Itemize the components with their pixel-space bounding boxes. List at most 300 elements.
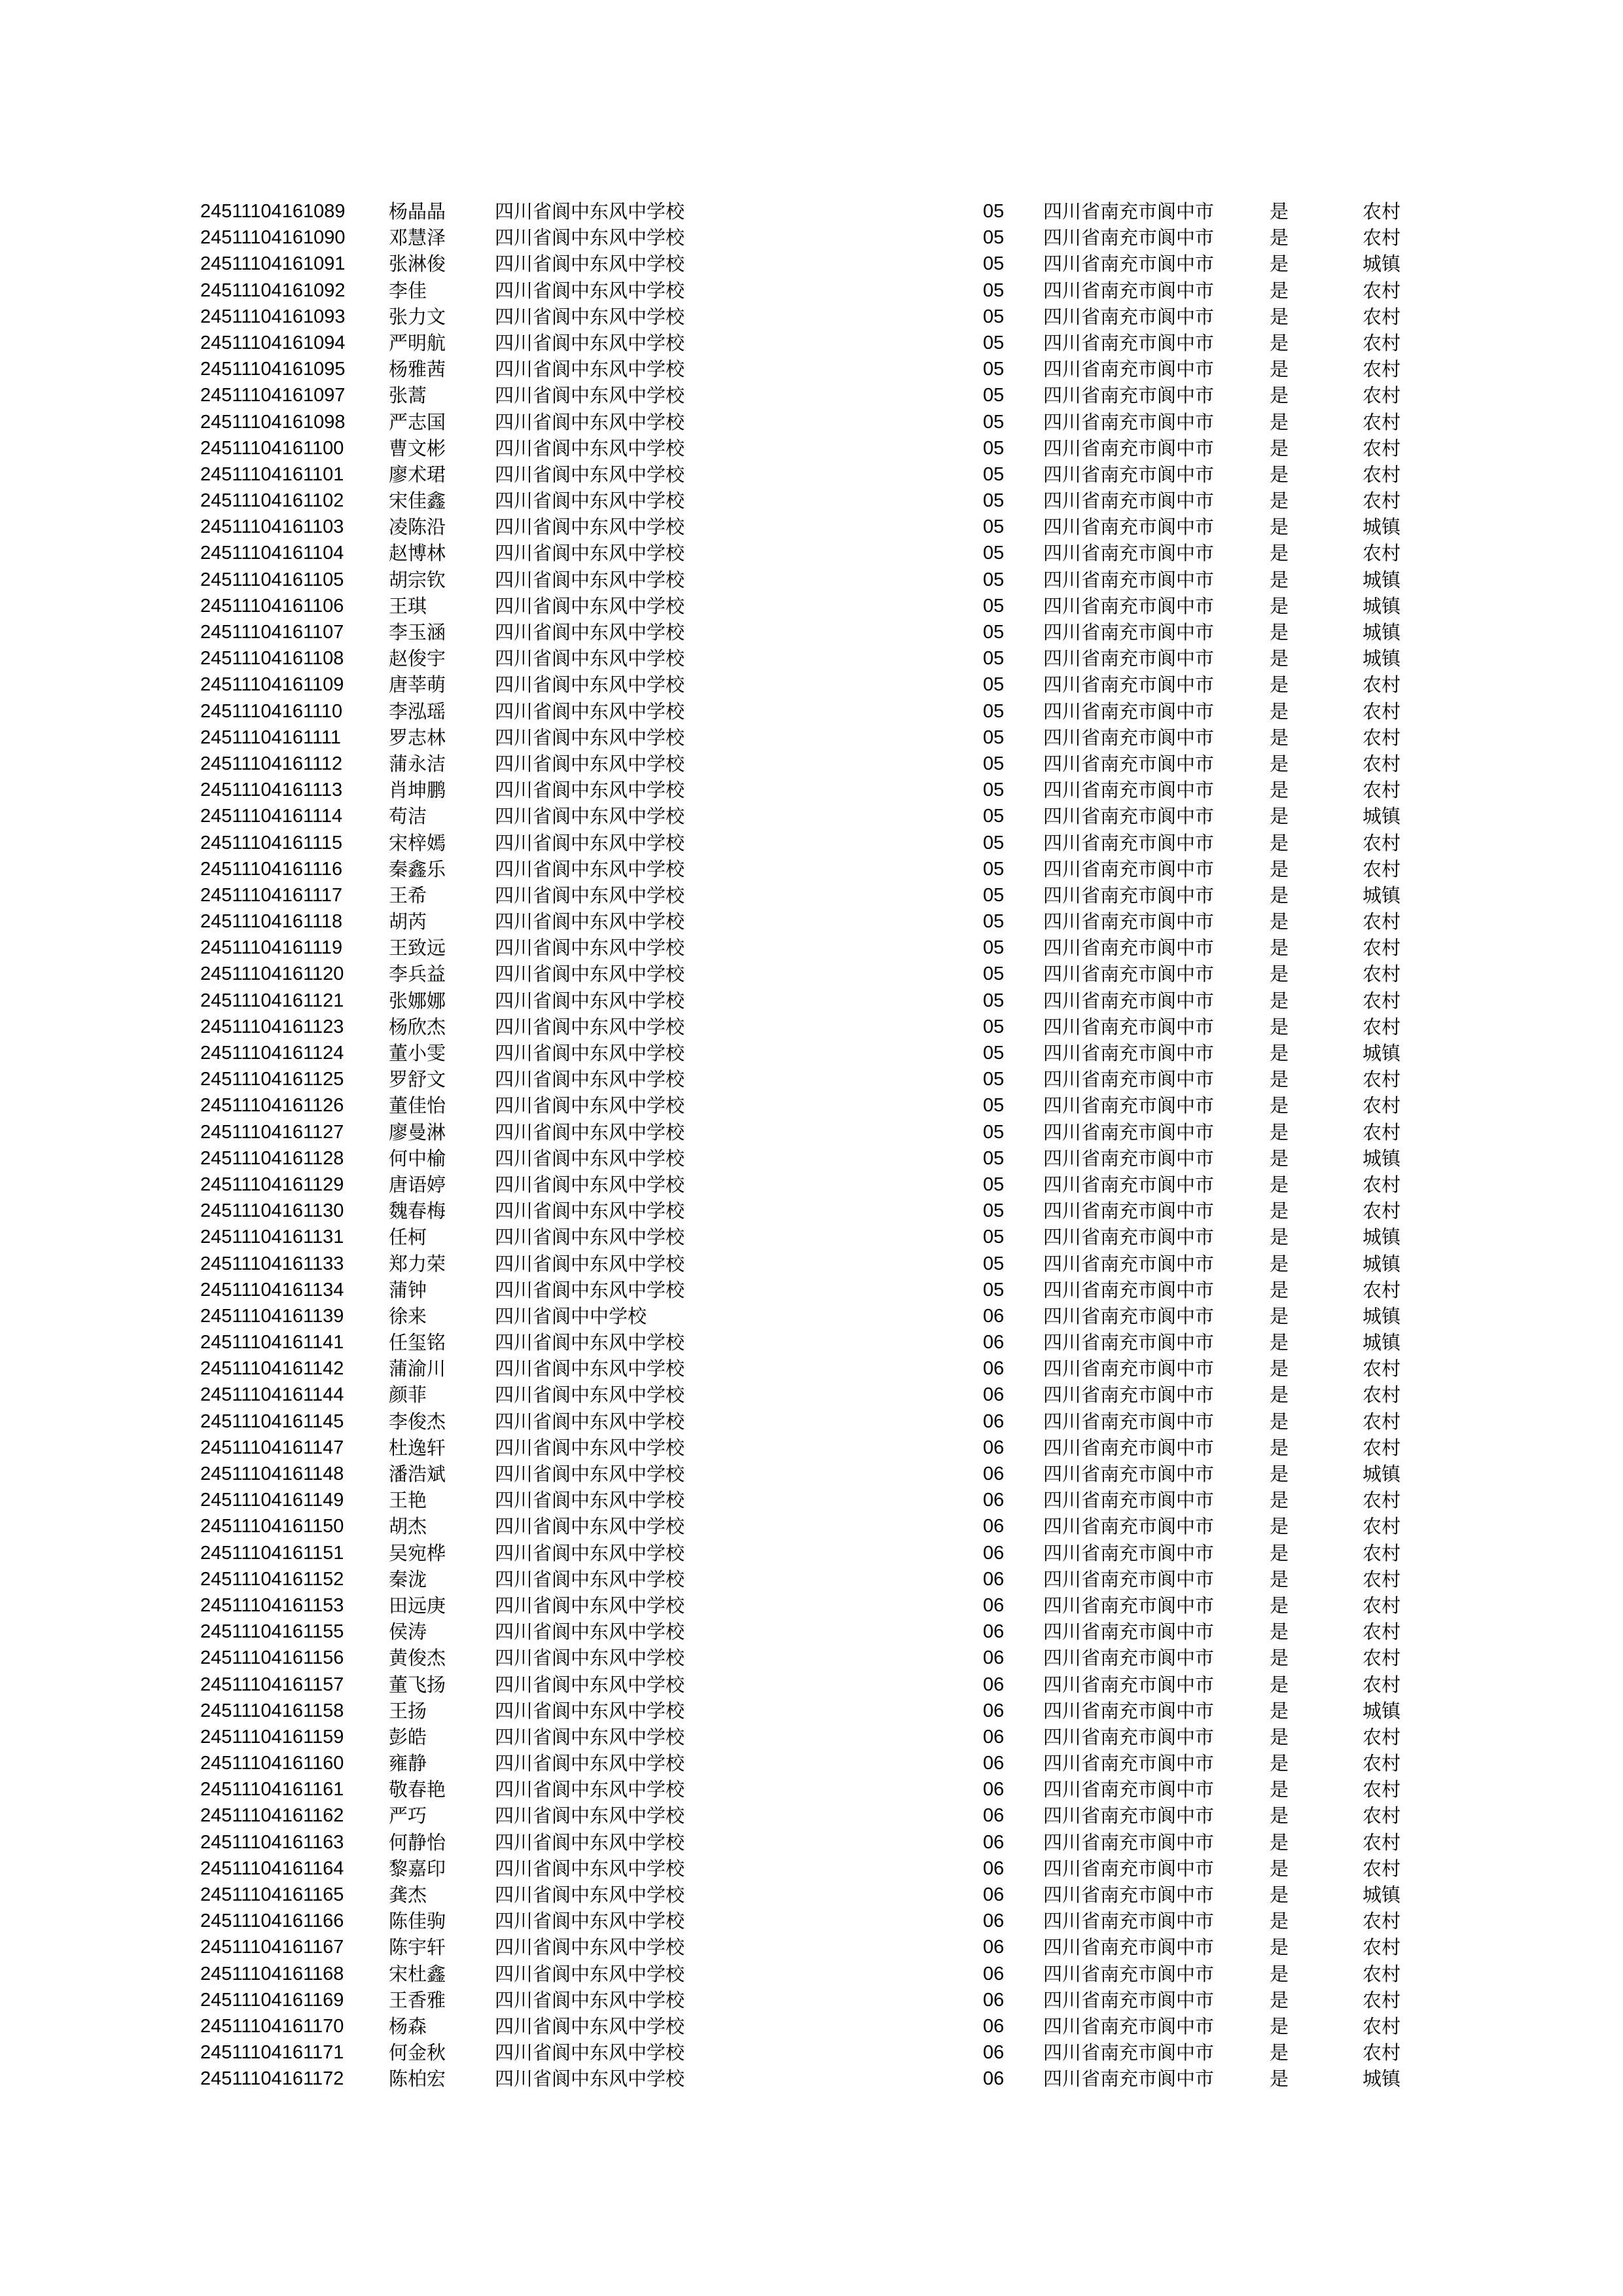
region: 四川省南充市阆中市 [1043, 1015, 1215, 1038]
student-id: 24511104161097 [200, 385, 346, 406]
area-type: 农村 [1363, 1962, 1401, 1985]
school-name: 四川省阆中东风中学校 [495, 1384, 685, 1407]
class-code: 05 [983, 279, 1005, 301]
area-type: 农村 [1363, 673, 1401, 696]
region: 四川省南充市阆中市 [1043, 700, 1215, 723]
school-name: 四川省阆中东风中学校 [495, 1752, 685, 1775]
region: 四川省南充市阆中市 [1043, 226, 1215, 249]
table-row [0, 2039, 1623, 2066]
table-row [0, 278, 1623, 304]
table-row [0, 1014, 1623, 1040]
flag: 是 [1270, 884, 1289, 906]
region: 四川省南充市阆中市 [1043, 1304, 1215, 1327]
table-row [0, 1224, 1623, 1250]
table-row [0, 251, 1623, 277]
student-id: 24511104161152 [200, 1568, 344, 1590]
student-name: 王致远 [389, 937, 446, 960]
student-name: 王扬 [389, 1699, 427, 1722]
student-id: 24511104161142 [200, 1358, 344, 1380]
student-name: 凌陈沿 [389, 516, 446, 539]
class-code: 05 [983, 806, 1005, 827]
class-code: 06 [983, 2068, 1005, 2090]
flag: 是 [1270, 1173, 1289, 1196]
class-code: 05 [983, 700, 1005, 722]
class-code: 05 [983, 674, 1005, 696]
region: 四川省南充市阆中市 [1043, 1936, 1215, 1959]
area-type: 农村 [1363, 1621, 1401, 1643]
student-id: 24511104161162 [200, 1805, 344, 1827]
student-name: 严明航 [389, 331, 446, 354]
class-code: 06 [983, 1463, 1005, 1484]
school-name: 四川省阆中东风中学校 [495, 1621, 685, 1643]
school-name: 四川省阆中东风中学校 [495, 1278, 685, 1301]
region: 四川省南充市阆中市 [1043, 594, 1215, 617]
student-id: 24511104161101 [200, 463, 344, 485]
school-name: 四川省阆中东风中学校 [495, 647, 685, 670]
region: 四川省南充市阆中市 [1043, 1331, 1215, 1354]
flag: 是 [1270, 1463, 1289, 1485]
class-code: 05 [983, 543, 1005, 564]
student-name: 董佳怡 [389, 1094, 446, 1117]
region: 四川省南充市阆中市 [1043, 1121, 1215, 1143]
class-code: 05 [983, 1227, 1005, 1248]
class-code: 06 [983, 1437, 1005, 1458]
table-row [0, 461, 1623, 488]
student-id: 24511104161149 [200, 1490, 344, 1511]
area-type: 农村 [1363, 1647, 1401, 1670]
flag: 是 [1270, 1541, 1289, 1564]
class-code: 06 [983, 1805, 1005, 1827]
flag: 是 [1270, 989, 1289, 1012]
region: 四川省南充市阆中市 [1043, 1541, 1215, 1564]
class-code: 06 [983, 1542, 1005, 1564]
table-row [0, 882, 1623, 908]
student-list [0, 198, 1623, 2092]
student-name: 龚杰 [389, 1884, 427, 1906]
area-type: 城镇 [1363, 253, 1401, 276]
student-id: 24511104161166 [200, 1910, 344, 1932]
flag: 是 [1270, 1121, 1289, 1143]
region: 四川省南充市阆中市 [1043, 305, 1215, 328]
school-name: 四川省阆中东风中学校 [495, 937, 685, 960]
student-name: 彭皓 [389, 1725, 427, 1748]
student-name: 董小雯 [389, 1042, 446, 1064]
student-name: 黎嘉印 [389, 1857, 446, 1880]
region: 四川省南充市阆中市 [1043, 910, 1215, 933]
school-name: 四川省阆中东风中学校 [495, 305, 685, 328]
flag: 是 [1270, 1147, 1289, 1170]
student-id: 24511104161168 [200, 1963, 344, 1984]
student-name: 魏春梅 [389, 1200, 446, 1223]
region: 四川省南充市阆中市 [1043, 1857, 1215, 1880]
student-id: 24511104161104 [200, 543, 344, 564]
region: 四川省南充市阆中市 [1043, 331, 1215, 354]
flag: 是 [1270, 1094, 1289, 1117]
flag: 是 [1270, 1884, 1289, 1906]
table-row [0, 1408, 1623, 1435]
region: 四川省南充市阆中市 [1043, 358, 1215, 381]
student-name: 吴宛桦 [389, 1541, 446, 1564]
area-type: 农村 [1363, 226, 1401, 249]
student-id: 24511104161139 [200, 1305, 344, 1327]
region: 四川省南充市阆中市 [1043, 253, 1215, 276]
flag: 是 [1270, 568, 1289, 591]
student-id: 24511104161151 [200, 1542, 344, 1564]
student-name: 董飞扬 [389, 1673, 446, 1696]
area-type: 农村 [1363, 384, 1401, 407]
flag: 是 [1270, 2068, 1289, 2090]
student-id: 24511104161117 [200, 884, 343, 906]
student-id: 24511104161123 [200, 1016, 344, 1037]
region: 四川省南充市阆中市 [1043, 1384, 1215, 1407]
area-type: 农村 [1363, 1568, 1401, 1590]
student-name: 廖曼淋 [389, 1121, 446, 1143]
table-row [0, 304, 1623, 330]
flag: 是 [1270, 516, 1289, 539]
flag: 是 [1270, 1331, 1289, 1354]
school-name: 四川省阆中东风中学校 [495, 279, 685, 302]
student-id: 24511104161164 [200, 1857, 344, 1879]
student-id: 24511104161148 [200, 1463, 344, 1484]
flag: 是 [1270, 1226, 1289, 1249]
region: 四川省南充市阆中市 [1043, 1515, 1215, 1538]
class-code: 05 [983, 253, 1005, 275]
area-type: 农村 [1363, 2041, 1401, 2064]
student-name: 陈宇轩 [389, 1936, 446, 1959]
flag: 是 [1270, 1515, 1289, 1538]
class-code: 05 [983, 622, 1005, 643]
flag: 是 [1270, 200, 1289, 223]
school-name: 四川省阆中东风中学校 [495, 1568, 685, 1590]
school-name: 四川省阆中东风中学校 [495, 857, 685, 880]
region: 四川省南充市阆中市 [1043, 1094, 1215, 1117]
class-code: 05 [983, 911, 1005, 933]
student-name: 张力文 [389, 305, 446, 328]
flag: 是 [1270, 726, 1289, 749]
region: 四川省南充市阆中市 [1043, 884, 1215, 906]
student-id: 24511104161120 [200, 963, 344, 985]
student-id: 24511104161124 [200, 1043, 344, 1064]
area-type: 农村 [1363, 1173, 1401, 1196]
school-name: 四川省阆中东风中学校 [495, 226, 685, 249]
student-name: 邓慧泽 [389, 226, 446, 249]
region: 四川省南充市阆中市 [1043, 1042, 1215, 1064]
class-code: 05 [983, 832, 1005, 853]
area-type: 农村 [1363, 831, 1401, 854]
student-name: 王香雅 [389, 1988, 446, 2011]
class-code: 06 [983, 1647, 1005, 1669]
student-name: 宋杜鑫 [389, 1962, 446, 1985]
class-code: 05 [983, 1253, 1005, 1274]
table-row [0, 830, 1623, 856]
school-name: 四川省阆中东风中学校 [495, 779, 685, 802]
school-name: 四川省阆中东风中学校 [495, 1515, 685, 1538]
school-name: 四川省阆中东风中学校 [495, 1594, 685, 1617]
region: 四川省南充市阆中市 [1043, 1778, 1215, 1801]
region: 四川省南充市阆中市 [1043, 1489, 1215, 1512]
student-name: 胡杰 [389, 1515, 427, 1538]
class-code: 05 [983, 569, 1005, 590]
student-name: 王希 [389, 884, 427, 906]
flag: 是 [1270, 410, 1289, 433]
region: 四川省南充市阆中市 [1043, 2068, 1215, 2090]
area-type: 农村 [1363, 700, 1401, 723]
class-code: 06 [983, 1568, 1005, 1590]
school-name: 四川省阆中东风中学校 [495, 1831, 685, 1854]
student-id: 24511104161119 [200, 937, 343, 959]
school-name: 四川省阆中东风中学校 [495, 2068, 685, 2090]
student-id: 24511104161160 [200, 1753, 344, 1774]
area-type: 农村 [1363, 1831, 1401, 1854]
area-type: 农村 [1363, 331, 1401, 354]
region: 四川省南充市阆中市 [1043, 2015, 1215, 2037]
area-type: 农村 [1363, 2015, 1401, 2037]
school-name: 四川省阆中东风中学校 [495, 1699, 685, 1722]
table-row [0, 435, 1623, 461]
area-type: 农村 [1363, 305, 1401, 328]
area-type: 城镇 [1363, 805, 1401, 828]
student-id: 24511104161111 [200, 726, 342, 748]
class-code: 05 [983, 463, 1005, 485]
student-id: 24511104161100 [200, 437, 344, 459]
class-code: 05 [983, 595, 1005, 617]
region: 四川省南充市阆中市 [1043, 1463, 1215, 1485]
flag: 是 [1270, 2041, 1289, 2064]
school-name: 四川省阆中东风中学校 [495, 542, 685, 565]
school-name: 四川省阆中东风中学校 [495, 884, 685, 906]
area-type: 农村 [1363, 963, 1401, 986]
region: 四川省南充市阆中市 [1043, 1910, 1215, 1933]
school-name: 四川省阆中东风中学校 [495, 2041, 685, 2064]
student-id: 24511104161098 [200, 411, 346, 433]
class-code: 05 [983, 490, 1005, 512]
school-name: 四川省阆中东风中学校 [495, 1647, 685, 1670]
table-row [0, 1382, 1623, 1408]
school-name: 四川省阆中东风中学校 [495, 1357, 685, 1380]
student-name: 杜逸轩 [389, 1436, 446, 1459]
student-name: 敬春艳 [389, 1778, 446, 1801]
area-type: 农村 [1363, 1857, 1401, 1880]
flag: 是 [1270, 1699, 1289, 1722]
student-name: 宋佳鑫 [389, 490, 446, 512]
area-type: 农村 [1363, 1673, 1401, 1696]
table-row [0, 1619, 1623, 1645]
school-name: 四川省阆中东风中学校 [495, 1778, 685, 1801]
area-type: 城镇 [1363, 594, 1401, 617]
class-code: 06 [983, 1910, 1005, 1932]
region: 四川省南充市阆中市 [1043, 621, 1215, 643]
flag: 是 [1270, 358, 1289, 381]
region: 四川省南充市阆中市 [1043, 490, 1215, 512]
school-name: 四川省阆中东风中学校 [495, 621, 685, 643]
area-type: 城镇 [1363, 647, 1401, 670]
flag: 是 [1270, 1910, 1289, 1933]
school-name: 四川省阆中东风中学校 [495, 1226, 685, 1249]
school-name: 四川省阆中东风中学校 [495, 1489, 685, 1512]
student-name: 颜菲 [389, 1384, 427, 1407]
table-row [0, 1198, 1623, 1224]
area-type: 城镇 [1363, 1226, 1401, 1249]
table-row [0, 540, 1623, 566]
table-row [0, 1829, 1623, 1856]
area-type: 农村 [1363, 1015, 1401, 1038]
class-code: 05 [983, 359, 1005, 380]
table-row [0, 751, 1623, 777]
area-type: 农村 [1363, 857, 1401, 880]
student-name: 李俊杰 [389, 1410, 446, 1433]
school-name: 四川省阆中东风中学校 [495, 805, 685, 828]
class-code: 05 [983, 1174, 1005, 1195]
student-name: 何静怡 [389, 1831, 446, 1854]
table-row [0, 567, 1623, 593]
student-id: 24511104161133 [200, 1253, 344, 1274]
table-row [0, 1092, 1623, 1119]
student-id: 24511104161094 [200, 332, 346, 353]
area-type: 农村 [1363, 1094, 1401, 1117]
student-id: 24511104161167 [200, 1937, 344, 1958]
school-name: 四川省阆中东风中学校 [495, 1673, 685, 1696]
student-name: 李玉涵 [389, 621, 446, 643]
school-name: 四川省阆中东风中学校 [495, 1015, 685, 1038]
school-name: 四川省阆中中学校 [495, 1304, 647, 1327]
flag: 是 [1270, 1304, 1289, 1327]
flag: 是 [1270, 305, 1289, 328]
student-id: 24511104161118 [200, 911, 343, 933]
class-code: 05 [983, 1069, 1005, 1090]
table-row [0, 1776, 1623, 1803]
region: 四川省南充市阆中市 [1043, 1173, 1215, 1196]
student-name: 杨雅茜 [389, 358, 446, 381]
area-type: 农村 [1363, 1200, 1401, 1223]
student-name: 徐来 [389, 1304, 427, 1327]
student-id: 24511104161159 [200, 1726, 344, 1748]
school-name: 四川省阆中东风中学校 [495, 989, 685, 1012]
region: 四川省南充市阆中市 [1043, 410, 1215, 433]
student-id: 24511104161125 [200, 1069, 344, 1090]
school-name: 四川省阆中东风中学校 [495, 516, 685, 539]
school-name: 四川省阆中东风中学校 [495, 200, 685, 223]
class-code: 06 [983, 1884, 1005, 1905]
class-code: 05 [983, 227, 1005, 249]
flag: 是 [1270, 1647, 1289, 1670]
student-id: 24511104161141 [200, 1332, 344, 1354]
student-id: 24511104161150 [200, 1516, 344, 1537]
school-name: 四川省阆中东风中学校 [495, 1884, 685, 1906]
student-id: 24511104161114 [200, 806, 343, 827]
school-name: 四川省阆中东风中学校 [495, 253, 685, 276]
table-row [0, 1803, 1623, 1829]
class-code: 05 [983, 306, 1005, 327]
area-type: 农村 [1363, 1489, 1401, 1512]
flag: 是 [1270, 226, 1289, 249]
student-name: 陈柏宏 [389, 2068, 446, 2090]
region: 四川省南充市阆中市 [1043, 673, 1215, 696]
class-code: 05 [983, 990, 1005, 1011]
region: 四川省南充市阆中市 [1043, 384, 1215, 407]
class-code: 05 [983, 753, 1005, 774]
student-name: 杨晶晶 [389, 200, 446, 223]
flag: 是 [1270, 937, 1289, 960]
student-id: 24511104161156 [200, 1647, 344, 1669]
table-row [0, 1724, 1623, 1750]
student-id: 24511104161105 [200, 569, 344, 590]
region: 四川省南充市阆中市 [1043, 1147, 1215, 1170]
class-code: 05 [983, 858, 1005, 880]
student-name: 郑力荣 [389, 1252, 446, 1275]
student-id: 24511104161113 [200, 780, 343, 801]
region: 四川省南充市阆中市 [1043, 200, 1215, 223]
student-id: 24511104161129 [200, 1174, 344, 1195]
table-row [0, 198, 1623, 224]
table-row [0, 409, 1623, 435]
region: 四川省南充市阆中市 [1043, 857, 1215, 880]
table-row [0, 1908, 1623, 1934]
student-id: 24511104161171 [200, 2042, 344, 2064]
student-id: 24511104161157 [200, 1674, 344, 1695]
flag: 是 [1270, 2015, 1289, 2037]
area-type: 农村 [1363, 1278, 1401, 1301]
region: 四川省南充市阆中市 [1043, 1962, 1215, 1985]
class-code: 06 [983, 1384, 1005, 1406]
student-id: 24511104161093 [200, 306, 346, 327]
school-name: 四川省阆中东风中学校 [495, 1541, 685, 1564]
flag: 是 [1270, 805, 1289, 828]
school-name: 四川省阆中东风中学校 [495, 358, 685, 381]
area-type: 城镇 [1363, 884, 1401, 906]
class-code: 05 [983, 1016, 1005, 1037]
class-code: 06 [983, 1621, 1005, 1643]
table-row [0, 1540, 1623, 1566]
area-type: 农村 [1363, 279, 1401, 302]
area-type: 城镇 [1363, 1884, 1401, 1906]
region: 四川省南充市阆中市 [1043, 1357, 1215, 1380]
area-type: 农村 [1363, 752, 1401, 775]
table-row [0, 1303, 1623, 1329]
table-row [0, 1119, 1623, 1145]
school-name: 四川省阆中东风中学校 [495, 1252, 685, 1275]
region: 四川省南充市阆中市 [1043, 2041, 1215, 2064]
student-name: 严巧 [389, 1804, 427, 1827]
class-code: 06 [983, 1490, 1005, 1511]
table-row [0, 1882, 1623, 1908]
student-name: 张蒿 [389, 384, 427, 407]
school-name: 四川省阆中东风中学校 [495, 1910, 685, 1933]
school-name: 四川省阆中东风中学校 [495, 1857, 685, 1880]
class-code: 05 [983, 1147, 1005, 1169]
class-code: 06 [983, 1410, 1005, 1432]
table-row [0, 698, 1623, 725]
table-row [0, 1461, 1623, 1487]
area-type: 农村 [1363, 437, 1401, 459]
school-name: 四川省阆中东风中学校 [495, 831, 685, 854]
school-name: 四川省阆中东风中学校 [495, 1331, 685, 1354]
student-id: 24511104161107 [200, 622, 344, 643]
student-id: 24511104161134 [200, 1279, 344, 1300]
area-type: 城镇 [1363, 1463, 1401, 1485]
student-id: 24511104161109 [200, 674, 344, 696]
table-row [0, 1987, 1623, 2013]
table-row [0, 645, 1623, 672]
table-row [0, 224, 1623, 251]
class-code: 05 [983, 937, 1005, 959]
table-row [0, 1961, 1623, 1987]
class-code: 06 [983, 1700, 1005, 1721]
table-row [0, 593, 1623, 619]
school-name: 四川省阆中东风中学校 [495, 1988, 685, 2011]
class-code: 06 [983, 1753, 1005, 1774]
flag: 是 [1270, 1857, 1289, 1880]
class-code: 05 [983, 1279, 1005, 1300]
